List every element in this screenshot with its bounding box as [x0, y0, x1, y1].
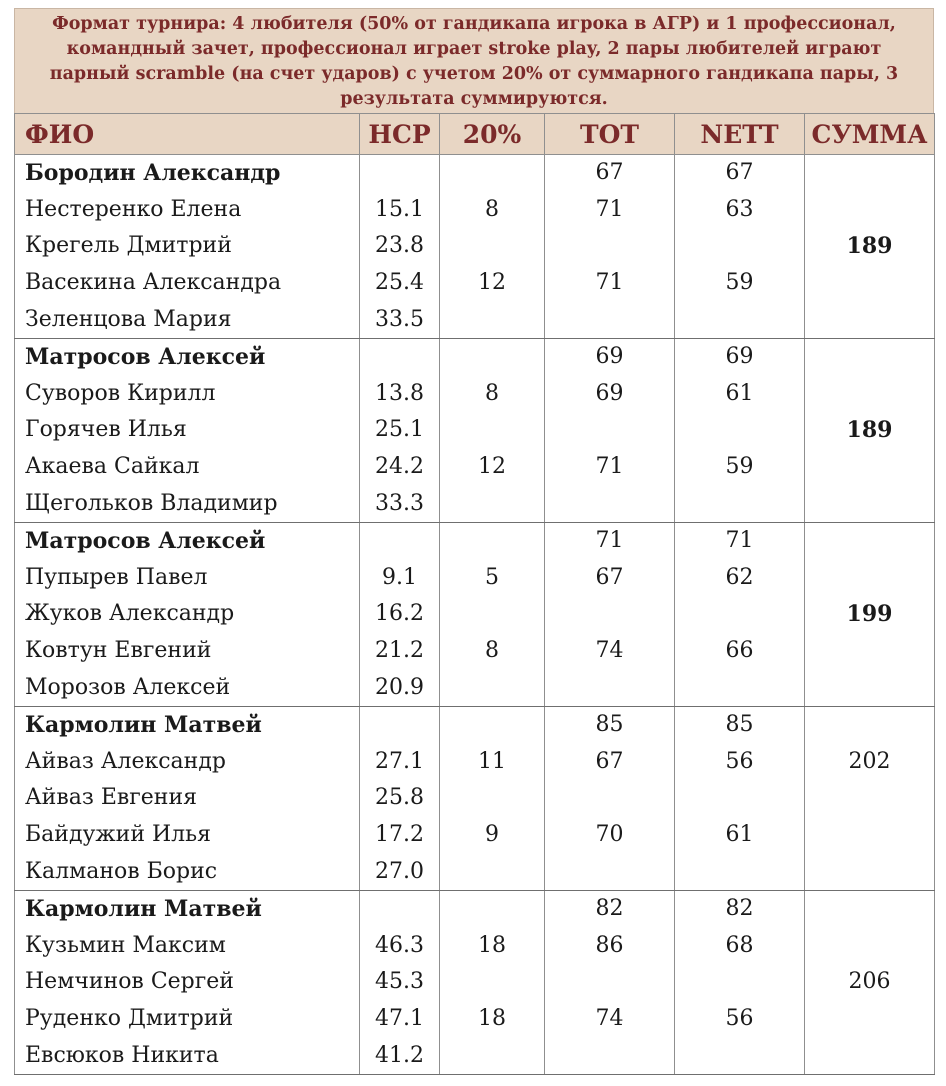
cell-hcp: 17.2 — [360, 817, 440, 854]
table-row — [15, 449, 935, 486]
cell-tot: 82 — [545, 890, 675, 927]
cell-nett: 71 — [675, 522, 805, 559]
cell-tot — [545, 853, 675, 890]
team-sum — [805, 633, 935, 670]
cell-nett: 56 — [675, 744, 805, 781]
cell-tot — [545, 596, 675, 633]
cell-hcp: 21.2 — [360, 633, 440, 670]
cell-tot — [545, 669, 675, 706]
team-sum: 189 — [805, 228, 935, 265]
cell-pct — [440, 1037, 545, 1074]
player-name: Щегольков Владимир — [15, 485, 360, 522]
team-row-professional — [15, 155, 935, 192]
team-sum — [805, 853, 935, 890]
cell-pct — [440, 485, 545, 522]
cell-hcp: 33.5 — [360, 301, 440, 338]
table-row — [15, 780, 935, 817]
player-name: Евсюков Никита — [15, 1037, 360, 1074]
player-name: Жуков Александр — [15, 596, 360, 633]
player-name: Крегель Дмитрий — [15, 228, 360, 265]
tournament-format-note: Формат турнира: 4 любителя (50% от гандикапа игрока в АГР) и 1 профессионал, командный зачет, профессионал играет stroke play, 2 пары любителей играют парный scramble (на счет ударов) с учетом 20% от суммарного гандикапа пары, 3 результата суммируются. — [14, 8, 934, 113]
team-sum: 202 — [805, 744, 935, 781]
player-name: Васекина Александра — [15, 265, 360, 302]
player-name: Акаева Сайкал — [15, 449, 360, 486]
cell-hcp: 25.8 — [360, 780, 440, 817]
cell-nett — [675, 228, 805, 265]
header-fio: ФИО — [15, 114, 360, 155]
team-row-professional — [15, 706, 935, 743]
cell-hcp: 46.3 — [360, 927, 440, 964]
player-name: Руденко Дмитрий — [15, 1001, 360, 1038]
professional-name: Кармолин Матвей — [15, 706, 360, 743]
team-sum: 199 — [805, 596, 935, 633]
cell-hcp: 27.0 — [360, 853, 440, 890]
team-sum — [805, 265, 935, 302]
cell-hcp: 25.1 — [360, 412, 440, 449]
table-row — [15, 485, 935, 522]
table-row — [15, 596, 935, 633]
cell-tot: 69 — [545, 338, 675, 375]
team-sum: 189 — [805, 412, 935, 449]
cell-pct: 9 — [440, 817, 545, 854]
cell-nett — [675, 1037, 805, 1074]
cell-tot — [545, 964, 675, 1001]
team-sum: 206 — [805, 964, 935, 1001]
cell-tot — [545, 228, 675, 265]
cell-tot: 71 — [545, 522, 675, 559]
player-name: Айваз Александр — [15, 744, 360, 781]
cell-tot: 85 — [545, 706, 675, 743]
cell-pct: 18 — [440, 1001, 545, 1038]
professional-name: Матросов Алексей — [15, 338, 360, 375]
cell-nett — [675, 596, 805, 633]
cell-pct: 5 — [440, 560, 545, 597]
cell-pct: 8 — [440, 633, 545, 670]
team-sum — [805, 1001, 935, 1038]
table-row — [15, 744, 935, 781]
cell-pct: 12 — [440, 449, 545, 486]
cell-nett — [675, 964, 805, 1001]
cell-tot: 70 — [545, 817, 675, 854]
cell-pct — [440, 522, 545, 559]
cell-pct — [440, 706, 545, 743]
cell-hcp: 33.3 — [360, 485, 440, 522]
professional-name: Матросов Алексей — [15, 522, 360, 559]
cell-pct — [440, 338, 545, 375]
player-name: Горячев Илья — [15, 412, 360, 449]
cell-nett: 82 — [675, 890, 805, 927]
cell-hcp: 41.2 — [360, 1037, 440, 1074]
team-sum — [805, 192, 935, 229]
cell-nett: 59 — [675, 265, 805, 302]
table-row — [15, 1001, 935, 1038]
cell-hcp — [360, 338, 440, 375]
cell-nett — [675, 301, 805, 338]
cell-tot: 86 — [545, 927, 675, 964]
cell-pct — [440, 890, 545, 927]
cell-hcp: 24.2 — [360, 449, 440, 486]
cell-pct — [440, 155, 545, 192]
cell-hcp — [360, 155, 440, 192]
results-table — [14, 113, 935, 1075]
table-row — [15, 964, 935, 1001]
table-row — [15, 1037, 935, 1074]
team-sum — [805, 927, 935, 964]
cell-pct — [440, 780, 545, 817]
cell-pct: 12 — [440, 265, 545, 302]
team-sum — [805, 376, 935, 413]
cell-tot — [545, 780, 675, 817]
cell-pct: 8 — [440, 376, 545, 413]
table-row — [15, 301, 935, 338]
team-sum — [805, 1037, 935, 1074]
cell-nett: 56 — [675, 1001, 805, 1038]
cell-nett — [675, 412, 805, 449]
table-row — [15, 633, 935, 670]
cell-hcp: 45.3 — [360, 964, 440, 1001]
cell-tot: 71 — [545, 265, 675, 302]
header-tot: TOT — [545, 114, 675, 155]
team-sum — [805, 669, 935, 706]
cell-hcp — [360, 522, 440, 559]
table-row — [15, 228, 935, 265]
table-row — [15, 927, 935, 964]
table-row — [15, 669, 935, 706]
results-body — [15, 155, 935, 1075]
cell-nett: 59 — [675, 449, 805, 486]
team-sum — [805, 817, 935, 854]
player-name: Байдужий Илья — [15, 817, 360, 854]
cell-hcp: 25.4 — [360, 265, 440, 302]
cell-pct: 18 — [440, 927, 545, 964]
cell-nett — [675, 853, 805, 890]
cell-hcp: 27.1 — [360, 744, 440, 781]
player-name: Калманов Борис — [15, 853, 360, 890]
cell-tot — [545, 301, 675, 338]
team-sum — [805, 780, 935, 817]
table-row — [15, 560, 935, 597]
cell-tot: 74 — [545, 1001, 675, 1038]
cell-tot: 71 — [545, 192, 675, 229]
cell-tot — [545, 485, 675, 522]
player-name: Морозов Алексей — [15, 669, 360, 706]
cell-hcp: 13.8 — [360, 376, 440, 413]
cell-nett — [675, 669, 805, 706]
professional-name: Бородин Александр — [15, 155, 360, 192]
cell-hcp — [360, 706, 440, 743]
header-nett: NETT — [675, 114, 805, 155]
table-header-row — [15, 114, 935, 155]
cell-nett: 63 — [675, 192, 805, 229]
table-row — [15, 192, 935, 229]
cell-nett: 61 — [675, 817, 805, 854]
table-row — [15, 376, 935, 413]
team-sum — [805, 155, 935, 192]
cell-hcp: 16.2 — [360, 596, 440, 633]
cell-hcp: 20.9 — [360, 669, 440, 706]
cell-nett: 69 — [675, 338, 805, 375]
team-row-professional — [15, 522, 935, 559]
team-sum — [805, 485, 935, 522]
cell-tot: 74 — [545, 633, 675, 670]
team-sum — [805, 706, 935, 743]
header-sum: СУММА — [805, 114, 935, 155]
cell-hcp: 9.1 — [360, 560, 440, 597]
cell-tot — [545, 1037, 675, 1074]
cell-pct — [440, 596, 545, 633]
results-sheet — [14, 8, 934, 1075]
team-sum — [805, 522, 935, 559]
player-name: Ковтун Евгений — [15, 633, 360, 670]
cell-hcp — [360, 890, 440, 927]
team-row-professional — [15, 890, 935, 927]
cell-pct — [440, 301, 545, 338]
cell-tot: 69 — [545, 376, 675, 413]
player-name: Пупырев Павел — [15, 560, 360, 597]
cell-nett: 85 — [675, 706, 805, 743]
cell-nett — [675, 780, 805, 817]
cell-nett: 61 — [675, 376, 805, 413]
header-20-percent: 20% — [440, 114, 545, 155]
player-name: Немчинов Сергей — [15, 964, 360, 1001]
team-sum — [805, 449, 935, 486]
cell-pct — [440, 964, 545, 1001]
cell-pct: 8 — [440, 192, 545, 229]
cell-tot: 71 — [545, 449, 675, 486]
team-sum — [805, 301, 935, 338]
table-row — [15, 265, 935, 302]
player-name: Зеленцова Мария — [15, 301, 360, 338]
team-sum — [805, 560, 935, 597]
team-sum — [805, 890, 935, 927]
cell-tot: 67 — [545, 744, 675, 781]
cell-pct: 11 — [440, 744, 545, 781]
team-sum — [805, 338, 935, 375]
table-row — [15, 853, 935, 890]
cell-nett: 68 — [675, 927, 805, 964]
header-hcp: HCP — [360, 114, 440, 155]
cell-hcp: 15.1 — [360, 192, 440, 229]
player-name: Кузьмин Максим — [15, 927, 360, 964]
cell-nett: 67 — [675, 155, 805, 192]
player-name: Айваз Евгения — [15, 780, 360, 817]
player-name: Нестеренко Елена — [15, 192, 360, 229]
cell-pct — [440, 669, 545, 706]
player-name: Суворов Кирилл — [15, 376, 360, 413]
cell-nett — [675, 485, 805, 522]
cell-pct — [440, 228, 545, 265]
cell-hcp: 23.8 — [360, 228, 440, 265]
cell-nett: 62 — [675, 560, 805, 597]
cell-tot: 67 — [545, 155, 675, 192]
cell-pct — [440, 412, 545, 449]
team-row-professional — [15, 338, 935, 375]
cell-tot — [545, 412, 675, 449]
table-row — [15, 412, 935, 449]
cell-nett: 66 — [675, 633, 805, 670]
cell-tot: 67 — [545, 560, 675, 597]
cell-hcp: 47.1 — [360, 1001, 440, 1038]
professional-name: Кармолин Матвей — [15, 890, 360, 927]
cell-pct — [440, 853, 545, 890]
table-row — [15, 817, 935, 854]
